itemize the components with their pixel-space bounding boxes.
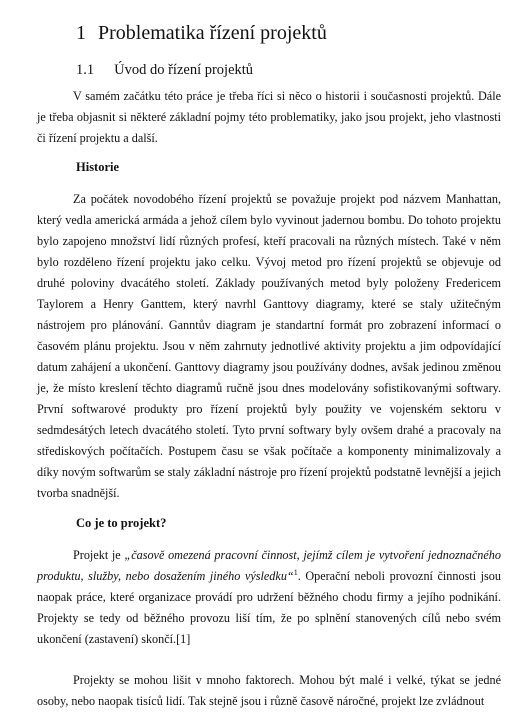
project-lead: Projekt je	[73, 548, 125, 562]
intro-block	[37, 86, 501, 149]
last-paragraph: Projekty se mohou lišit v mnoho faktorech. Mohou být malé i velké, týkat se jedné osoby, nebo naopak tisíců lidí. Tak stejně jsou i různě časově náročné, projekt lze zvládnout	[37, 673, 501, 708]
history-paragraph: Za počátek novodobého řízení projektů se považuje projekt pod názvem Manhattan, který vedla americká armáda a jehož cílem bylo vyvinout jadernou bombu. Do tohoto projektu bylo zapojeno množství lidí různých profesí, kteří pracovali na různých místech. Také v něm bylo rozděleno řízení projektu jako celku. Vývoj metod pro řízení projektů se objevuje od druhé poloviny dvacátého století. Základy používaných metod byly položeny Fredericem Taylorem a Henry Ganttem, který navrhl Ganttovy diagramy, které se staly užitečným nástrojem pro plánování. Ganntův diagram je standartní formát pro zobrazení informací o časovém plánu projektu. Jsou v něm zahrnuty jednotlivé aktivity projektu a jim odpovídající datum zahájení a ukončení. Ganttovy diagramy jsou používány dodnes, avšak jedinou změnou je, že místo kreslení těchto diagramů ručně jsou dnes modelovány sofistikovanými softwary. První softwarové produkty pro řízení projektů byly použity ve vojenském sektoru v sedmdesátých letech dvacátého století. Tyto první softwary byly ovšem drahé a pracovaly na střediskových počítačích. Postupem času se však počítače a komponenty minimalizovaly a díky novým softwarům se staly základní nástroje pro řízení projektů podstatně levnější a jejich tvorba snadnější.	[37, 192, 501, 500]
project-definition-quote: „časově omezená pracovní činnost, jejímž cílem je vytvoření jednoznačného produktu, služby, nebo dosažením jiného výsledku“	[37, 548, 501, 583]
project-rest: . Operační neboli provozní činnosti jsou naopak práce, které organizace provádí pro udržení běžného chodu firmy a jejího podnikání. Projekty se tedy od běžného provozu liší tím, že po splnění stanovených cílů nebo svém ukončení (zastavení) skončí.[1]	[37, 569, 501, 646]
chapter-number: 1	[76, 22, 86, 44]
project-block	[37, 545, 501, 650]
last-block	[37, 670, 501, 712]
chapter-title: Problematika řízení projektů	[98, 22, 327, 44]
project-heading: Co je to projekt?	[76, 516, 167, 530]
intro-paragraph: V samém začátku této práce je třeba říci si něco o historii i současnosti projektů. Dále je třeba objasnit si některé základní pojmy této problematiky, jako jsou projekt, jeho vlastnosti či řízení projektu a další.	[37, 89, 501, 145]
footnote-marker: 1	[293, 567, 298, 577]
section-title: Úvod do řízení projektů	[114, 62, 254, 78]
chapter-heading	[76, 22, 327, 45]
section-heading	[76, 62, 253, 79]
history-heading: Historie	[76, 160, 120, 174]
project-paragraph	[37, 545, 501, 650]
history-block	[37, 189, 501, 504]
section-number: 1.1	[76, 62, 95, 78]
